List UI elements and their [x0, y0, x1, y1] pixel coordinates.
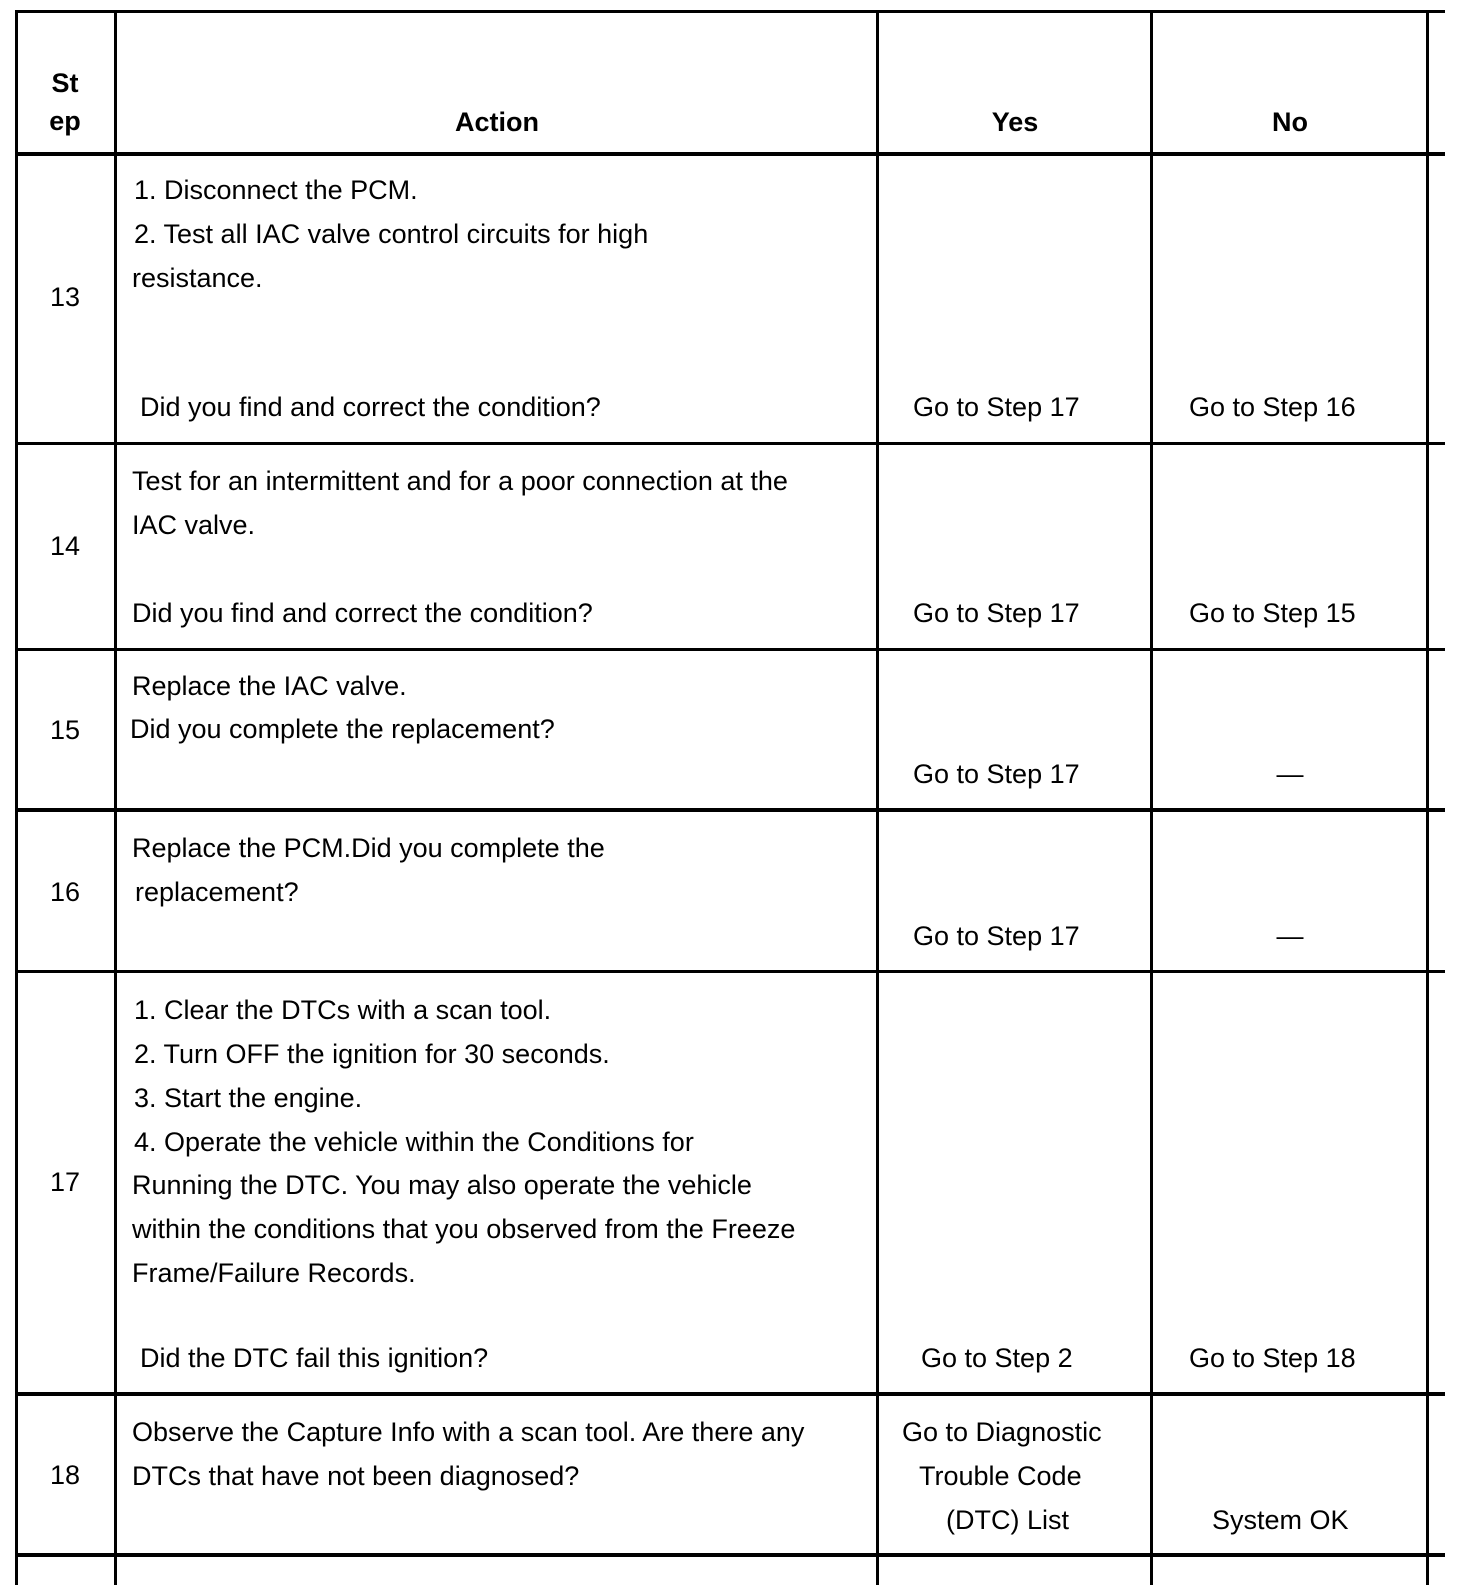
header-yes: Yes — [991, 107, 1039, 137]
action-line: 1. Clear the DTCs with a scan tool. — [134, 995, 552, 1025]
no-result: System OK — [1212, 1505, 1349, 1535]
action-line: Observe the Capture Info with a scan tool. Are there any — [132, 1417, 805, 1447]
table-border-bottom — [15, 1553, 1445, 1557]
row-divider — [15, 970, 1445, 973]
action-line: replacement? — [135, 877, 299, 907]
yes-result: Go to Step 17 — [913, 759, 1080, 789]
row-divider — [15, 648, 1445, 651]
action-line: Frame/Failure Records. — [132, 1258, 416, 1288]
yes-result-line: Go to Diagnostic — [902, 1417, 1102, 1447]
yes-result-line: Trouble Code — [919, 1461, 1082, 1491]
action-line: Replace the IAC valve. — [132, 671, 407, 701]
step-number: 15 — [49, 715, 81, 745]
table-border-right — [1426, 10, 1429, 1585]
action-line: Running the DTC. You may also operate the vehicle — [132, 1170, 752, 1200]
action-line: DTCs that have not been diagnosed? — [132, 1461, 580, 1491]
row-divider — [15, 1392, 1445, 1396]
action-line: 2. Turn OFF the ignition for 30 seconds. — [134, 1039, 610, 1069]
no-result: Go to Step 15 — [1189, 598, 1356, 628]
header-step — [15, 64, 115, 140]
no-result: Go to Step 18 — [1189, 1343, 1356, 1373]
step-number: 16 — [49, 877, 81, 907]
column-divider — [114, 10, 117, 1585]
diagnostic-table — [15, 10, 1445, 1585]
step-number: 13 — [49, 282, 81, 312]
row-divider — [15, 808, 1445, 812]
column-divider — [1150, 10, 1153, 1585]
action-line: 4. Operate the vehicle within the Conditions for — [134, 1127, 694, 1157]
step-number: 18 — [49, 1460, 81, 1490]
header-step-line: ep — [49, 106, 81, 136]
step-number: 14 — [49, 531, 81, 561]
action-question: Did the DTC fail this ignition? — [140, 1343, 489, 1373]
action-line: Did you complete the replacement? — [130, 714, 555, 744]
yes-result: Go to Step 17 — [913, 392, 1080, 422]
no-result: — — [1276, 921, 1304, 951]
header-action: Action — [455, 107, 539, 137]
header-no: No — [1272, 107, 1308, 137]
action-line: Test for an intermittent and for a poor connection at the — [132, 466, 788, 496]
yes-result-line: (DTC) List — [946, 1505, 1069, 1535]
action-line: Replace the PCM.Did you complete the — [132, 833, 605, 863]
action-line: resistance. — [132, 263, 263, 293]
step-number: 17 — [49, 1167, 81, 1197]
table-border-top — [15, 10, 1445, 13]
action-line: within the conditions that you observed from the Freeze — [132, 1214, 796, 1244]
no-result: — — [1276, 759, 1304, 789]
column-divider — [876, 10, 879, 1585]
yes-result: Go to Step 2 — [921, 1343, 1073, 1373]
header-step-line: St — [51, 68, 79, 98]
table-border-left — [15, 10, 18, 1585]
action-line: 2. Test all IAC valve control circuits for high — [134, 219, 649, 249]
no-result: Go to Step 16 — [1189, 392, 1356, 422]
action-line: 3. Start the engine. — [134, 1083, 363, 1113]
header-divider — [15, 152, 1445, 156]
row-divider — [15, 442, 1445, 445]
yes-result: Go to Step 17 — [913, 598, 1080, 628]
yes-result: Go to Step 17 — [913, 921, 1080, 951]
action-question: Did you find and correct the condition? — [140, 392, 601, 422]
action-line: 1. Disconnect the PCM. — [134, 175, 418, 205]
action-question: Did you find and correct the condition? — [132, 598, 593, 628]
action-line: IAC valve. — [132, 510, 256, 540]
